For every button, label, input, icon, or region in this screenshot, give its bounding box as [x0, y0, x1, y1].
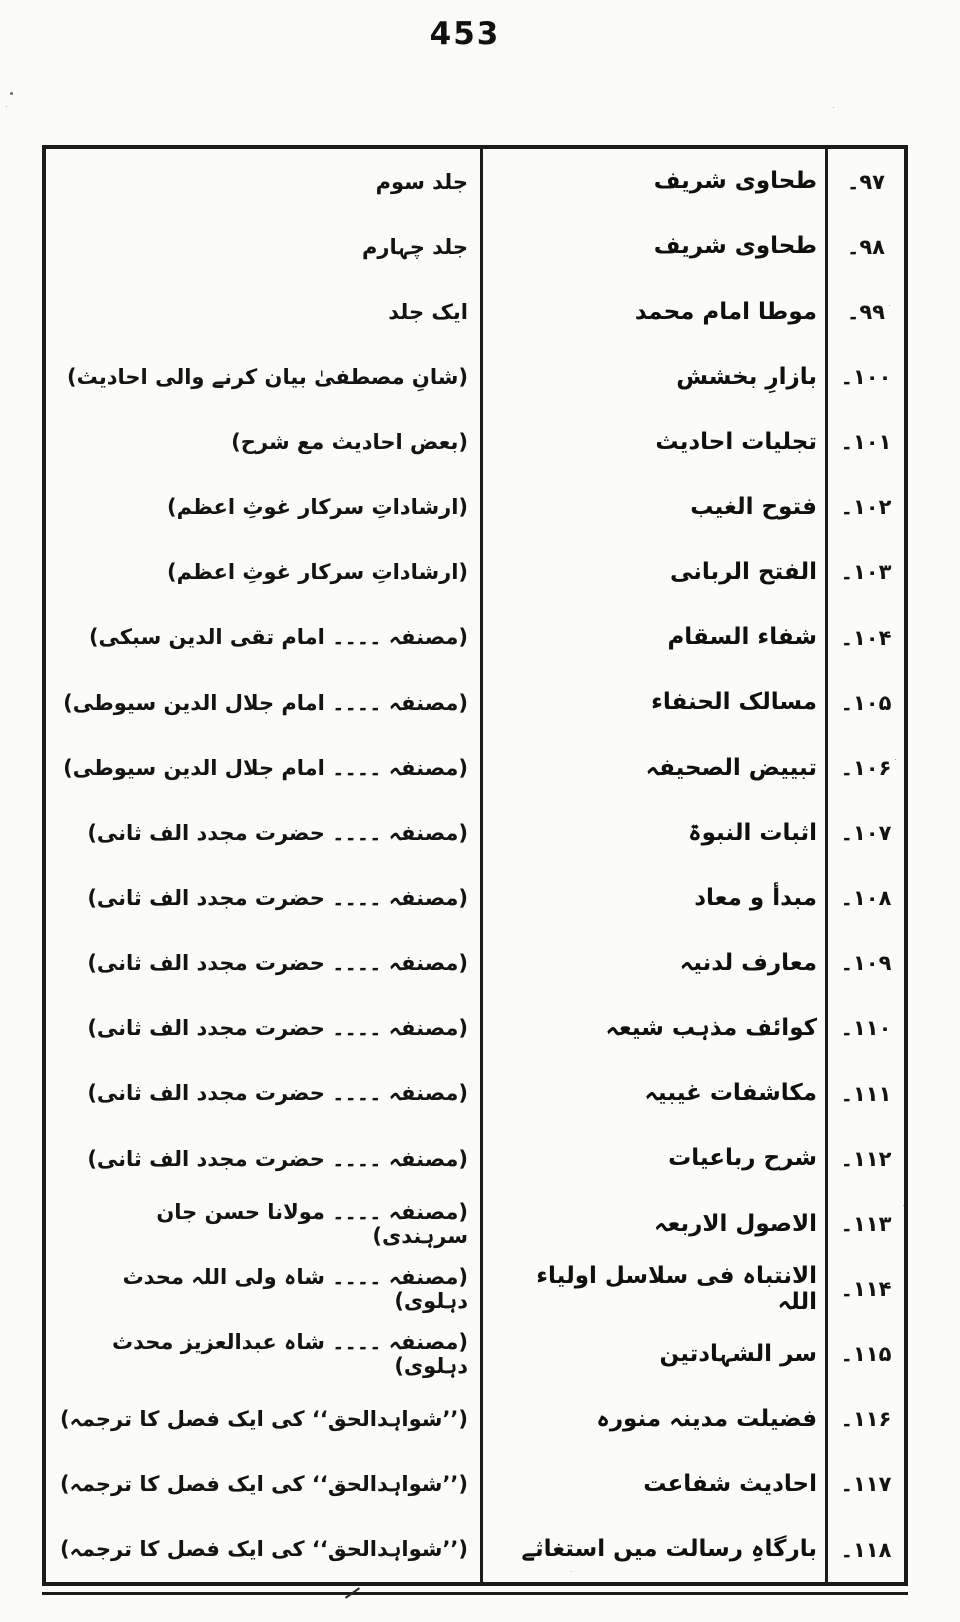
table-row	[46, 410, 904, 475]
table-row	[46, 605, 904, 670]
row-book-title: مبدأ و معاد	[480, 866, 825, 931]
row-description: (’’شواہدالحق‘‘ کی ایک فصل کا ترجمہ)	[59, 1407, 468, 1432]
table-row	[46, 344, 904, 409]
row-description: (شانِ مصطفیٰ بیان کرنے والی احادیث)	[67, 364, 468, 389]
table-row	[46, 1517, 904, 1582]
row-serial-number: ۱۱۸۔	[825, 1517, 904, 1582]
row-description: (مصنفہ ۔۔۔۔ امام جلال الدین سیوطی)	[63, 690, 468, 715]
row-serial-number: ۱۰۵۔	[825, 670, 904, 735]
row-description: (’’شواہدالحق‘‘ کی ایک فصل کا ترجمہ)	[59, 1537, 468, 1562]
table-row	[46, 931, 904, 996]
scan-noise	[10, 92, 13, 95]
table-row	[46, 1452, 904, 1517]
table-row	[46, 735, 904, 800]
table-row	[46, 1256, 904, 1321]
row-book-title: شفاء السقام	[480, 605, 825, 670]
row-description: جلد چہارم	[362, 234, 468, 259]
book-table-body	[46, 149, 904, 1582]
table-row	[46, 149, 904, 214]
table-row	[46, 1061, 904, 1126]
table-row	[46, 540, 904, 605]
row-book-title: موطا امام محمد	[480, 279, 825, 344]
row-book-title: تجلیات احادیث	[480, 410, 825, 475]
row-book-title: الانتباہ فی سلاسل اولیاء اللہ	[480, 1256, 825, 1321]
row-serial-number: ۱۱۲۔	[825, 1126, 904, 1191]
table-row	[46, 214, 904, 279]
row-description: (مصنفہ ۔۔۔۔ حضرت مجدد الف ثانی)	[87, 1146, 468, 1171]
row-description: (مصنفہ ۔۔۔۔ امام تقی الدین سبکی)	[88, 625, 468, 650]
row-serial-number: ۱۰۰۔	[825, 344, 904, 409]
row-book-title: سر الشہادتین	[480, 1322, 825, 1387]
row-description: (ارشاداتِ سرکار غوثِ اعظم)	[166, 560, 468, 585]
table-row	[46, 670, 904, 735]
row-book-title: تبییض الصحیفہ	[480, 735, 825, 800]
row-book-title: طحاوی شریف	[480, 149, 825, 214]
table-row	[46, 1126, 904, 1191]
row-book-title: اثبات النبوۃ	[480, 800, 825, 865]
row-book-title: بارگاہِ رسالت میں استغاثے	[480, 1517, 825, 1582]
table-row	[46, 996, 904, 1061]
row-description: (ارشاداتِ سرکار غوثِ اعظم)	[166, 495, 468, 520]
row-description: ایک جلد	[388, 299, 468, 324]
row-serial-number: ۱۰۸۔	[825, 866, 904, 931]
book-table	[42, 145, 908, 1586]
row-serial-number: ۱۱۰۔	[825, 996, 904, 1061]
table-row	[46, 475, 904, 540]
row-book-title: احادیث شفاعت	[480, 1452, 825, 1517]
row-serial-number: ۹۷۔	[825, 149, 904, 214]
row-description: (مصنفہ ۔۔۔۔ شاہ عبدالعزیز محدث دہلوی)	[112, 1329, 468, 1379]
table-row	[46, 279, 904, 344]
row-description: (مصنفہ ۔۔۔۔ حضرت مجدد الف ثانی)	[87, 951, 468, 976]
table-row	[46, 1387, 904, 1452]
row-serial-number: ۱۱۴۔	[825, 1256, 904, 1321]
row-description: (بعض احادیث مع شرح)	[231, 430, 468, 455]
row-serial-number: ۱۱۶۔	[825, 1387, 904, 1452]
row-book-title: معارف لدنیہ	[480, 931, 825, 996]
row-description: (’’شواہدالحق‘‘ کی ایک فصل کا ترجمہ)	[59, 1472, 468, 1497]
row-book-title: مکاشفات غیبیہ	[480, 1061, 825, 1126]
table-row	[46, 800, 904, 865]
row-book-title: بازارِ بخشش	[480, 344, 825, 409]
row-serial-number: ۱۰۷۔	[825, 800, 904, 865]
row-book-title: الفتح الربانی	[480, 540, 825, 605]
row-description: (مصنفہ ۔۔۔۔ شاہ ولی اللہ محدث دہلوی)	[122, 1264, 468, 1313]
page-number: 453	[429, 16, 501, 52]
table-row	[46, 866, 904, 931]
row-book-title: شرح رباعیات	[480, 1126, 825, 1191]
row-serial-number: ۹۹۔	[825, 279, 904, 344]
row-serial-number: ۱۱۵۔	[825, 1322, 904, 1387]
row-book-title: فتوح الغیب	[480, 475, 825, 540]
row-serial-number: ۱۰۹۔	[825, 931, 904, 996]
row-book-title: طحاوی شریف	[480, 214, 825, 279]
row-serial-number: ۱۱۳۔	[825, 1191, 904, 1256]
row-description: (مصنفہ ۔۔۔۔ امام جلال الدین سیوطی)	[63, 755, 468, 780]
row-description: (مصنفہ ۔۔۔۔ حضرت مجدد الف ثانی)	[87, 1016, 468, 1041]
row-serial-number: ۱۰۳۔	[825, 540, 904, 605]
row-description: (مصنفہ ۔۔۔۔ حضرت مجدد الف ثانی)	[87, 820, 468, 845]
row-book-title: فضیلت مدینہ منورہ	[480, 1387, 825, 1452]
row-serial-number: ۱۱۷۔	[825, 1452, 904, 1517]
table-row	[46, 1322, 904, 1387]
row-book-title: مسالک الحنفاء	[480, 670, 825, 735]
table-row	[46, 1191, 904, 1256]
row-serial-number: ۱۰۲۔	[825, 475, 904, 540]
row-book-title: الاصول الاربعہ	[480, 1191, 825, 1256]
row-description: (مصنفہ ۔۔۔۔ حضرت مجدد الف ثانی)	[87, 1081, 468, 1106]
row-description: جلد سوم	[375, 169, 468, 194]
row-serial-number: ۱۱۱۔	[825, 1061, 904, 1126]
row-description: (مصنفہ ۔۔۔۔ مولانا حسن جان سرہندی)	[156, 1199, 468, 1248]
row-serial-number: ۱۰۶۔	[825, 735, 904, 800]
row-serial-number: ۱۰۴۔	[825, 605, 904, 670]
row-serial-number: ۱۰۱۔	[825, 410, 904, 475]
row-book-title: کوائف مذہب شیعہ	[480, 996, 825, 1061]
row-description: (مصنفہ ۔۔۔۔ حضرت مجدد الف ثانی)	[87, 886, 468, 911]
row-serial-number: ۹۸۔	[825, 214, 904, 279]
